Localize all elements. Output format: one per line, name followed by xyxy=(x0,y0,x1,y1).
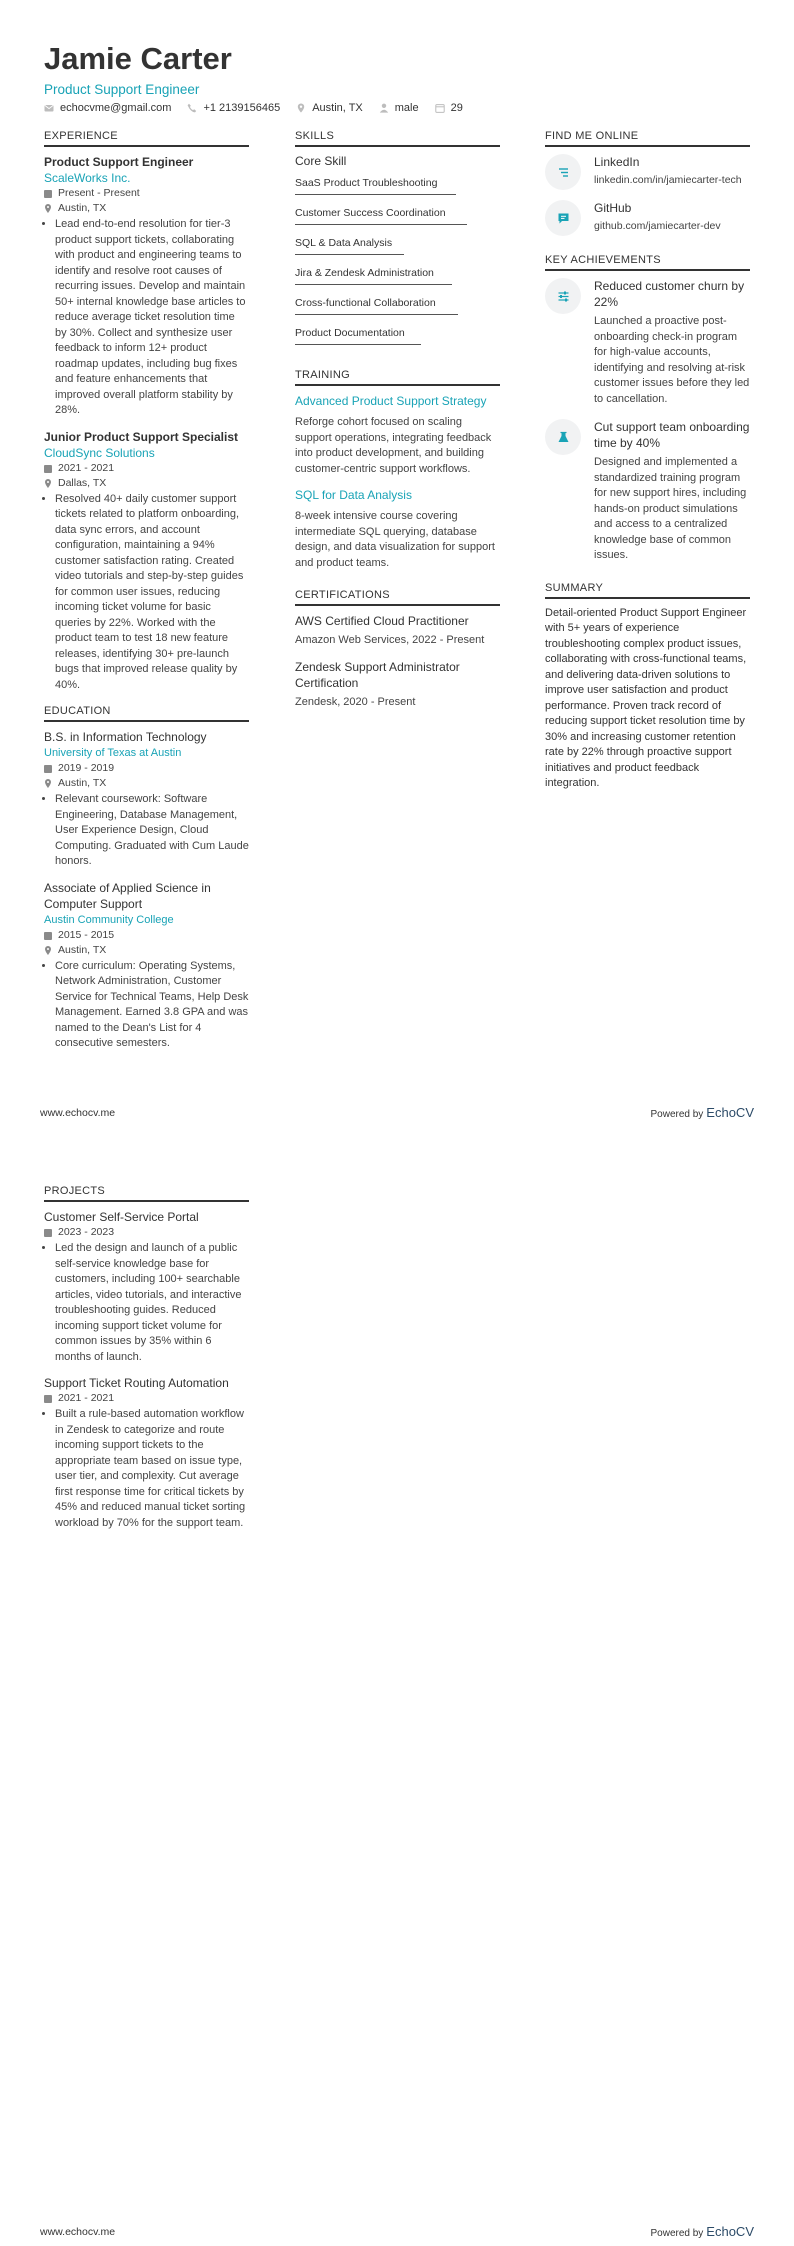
project-dates: 2021 - 2021 xyxy=(44,1391,249,1406)
location-pin-icon xyxy=(44,946,52,955)
skill-item: SQL & Data Analysis xyxy=(295,237,404,255)
training-description: Reforge cohort focused on scaling support operations, integrating feedback into product development, and building customer-centric support workflows. xyxy=(295,416,492,475)
education-dates: 2015 - 2015 xyxy=(44,928,249,943)
calendar-icon xyxy=(44,764,52,773)
job-title: Junior Product Support Specialist xyxy=(44,429,239,444)
company-name: CloudSync Solutions xyxy=(44,445,155,460)
gender-text: male xyxy=(394,102,419,114)
training-item xyxy=(295,487,500,571)
powered-by[interactable]: Powered by EchoCV xyxy=(650,2224,754,2239)
calendar-icon xyxy=(44,189,52,198)
github-icon xyxy=(557,212,570,225)
contact-location xyxy=(296,102,363,114)
skill-item: Cross-functional Collaboration xyxy=(295,297,458,315)
company-name: ScaleWorks Inc. xyxy=(44,171,131,185)
experience-item xyxy=(44,429,249,694)
education-description: • Relevant coursework: Software Engineering, Database Management, User Experience Design, Cloud Computing. Graduated with Cum Laude honors. xyxy=(55,792,249,870)
echocv-logo: EchoCV xyxy=(706,2224,754,2239)
middle-column xyxy=(295,130,500,720)
location-text: Austin, TX xyxy=(312,102,363,114)
job-location: Austin, TX xyxy=(44,201,249,216)
calendar-icon xyxy=(44,1394,52,1403)
achievement-title: Reduced customer churn by 22% xyxy=(594,279,745,309)
calendar-icon xyxy=(435,103,445,113)
achievement-item xyxy=(545,419,750,564)
contact-row xyxy=(44,102,754,114)
contact-age xyxy=(435,102,463,114)
email-text: echocvme@gmail.com xyxy=(60,102,172,114)
project-description: • Built a rule-based automation workflow in Zendesk to categorize and route incoming support tickets to the appropriate team based on issue type, user tier, and complexity. Cut average first response time for critical tickets by 45% and reduced manual ticket sorting workload by 70% for the support team. xyxy=(55,1407,249,1531)
online-url[interactable]: linkedin.com/in/jamiecarter-tech xyxy=(594,174,742,186)
resume-page-2 xyxy=(0,1123,794,2246)
certification-detail: Zendesk, 2020 - Present xyxy=(295,695,416,708)
project-description: • Led the design and launch of a public self-service knowledge base for customers, including 100+ searchable articles, video tutorials, and interactive troubleshooting guides. Reduced incoming support ticket volume for common issues by 35% within 6 months of launch. xyxy=(55,1241,249,1365)
certification-detail: Amazon Web Services, 2022 - Present xyxy=(295,634,485,646)
online-label: LinkedIn xyxy=(594,155,640,169)
projects-heading: PROJECTS xyxy=(44,1185,249,1202)
experience-heading: EXPERIENCE xyxy=(44,130,249,147)
job-location: Dallas, TX xyxy=(44,476,249,491)
school-name: University of Texas at Austin xyxy=(44,747,182,759)
education-dates: 2019 - 2019 xyxy=(44,761,249,776)
certification-name: AWS Certified Cloud Practitioner xyxy=(295,614,469,628)
training-heading: TRAINING xyxy=(295,369,500,386)
job-description: • Lead end-to-end resolution for tier-3 product support tickets, collaborating with product and engineering teams to identify and resolve root causes of recurring issues. Develop and maintain 50+ internal knowledge base articles to reduce average ticket resolution time by 30%. Collect and synthesize user feedback to inform 12+ product roadmap updates, including bug fixes and feature enhancements that improved overall platform stability by 28%. xyxy=(55,217,249,419)
education-location: Austin, TX xyxy=(44,776,249,791)
experience-item xyxy=(44,154,249,419)
contact-gender xyxy=(379,102,419,114)
training-name: Advanced Product Support Strategy xyxy=(295,394,487,408)
degree-title: B.S. in Information Technology xyxy=(44,730,207,744)
contact-phone[interactable] xyxy=(187,102,280,114)
certification-name: Zendesk Support Administrator Certification xyxy=(295,659,460,690)
right-column xyxy=(545,130,750,792)
skill-item: Customer Success Coordination xyxy=(295,207,467,225)
calendar-icon xyxy=(44,464,52,473)
achievement-title: Cut support team onboarding time by 40% xyxy=(594,420,750,450)
location-pin-icon xyxy=(44,779,52,788)
skill-group-title: Core Skill xyxy=(295,154,347,168)
project-item xyxy=(44,1375,249,1531)
job-description: • Resolved 40+ daily customer support tickets related to platform onboarding, data sync errors, and account configuration, maintaining a 94% customer satisfaction rating. Created video tutorials and step-by-step guides for common user issues, reducing incoming ticket volume for basic queries by 22%. Worked with the product team to test 18 new feature releases, identifying 30+ pre-launch bugs that improved release quality by 40%. xyxy=(55,492,249,694)
phone-icon xyxy=(187,103,197,113)
education-description: • Core curriculum: Operating Systems, Network Administration, Customer Service for Technical Teams, Help Desk Management. Earned 3.8 GPA and was named to the Dean's List for 4 consecutive semesters. xyxy=(55,959,249,1052)
project-dates: 2023 - 2023 xyxy=(44,1225,249,1240)
project-name: Customer Self-Service Portal xyxy=(44,1210,199,1224)
location-pin-icon xyxy=(44,204,52,213)
summary-heading: SUMMARY xyxy=(545,582,750,599)
resume-header xyxy=(44,42,754,114)
certification-item xyxy=(295,659,500,711)
achievements-heading: KEY ACHIEVEMENTS xyxy=(545,254,750,271)
certification-item xyxy=(295,613,500,649)
email-icon xyxy=(44,103,54,113)
candidate-name: Jamie Carter xyxy=(44,41,232,76)
achievement-description: Designed and implemented a standardized training program for new support hires, including hands-on product simulations and access to a centralized knowledge base of common issues. xyxy=(594,456,747,561)
projects-column xyxy=(44,1185,249,1541)
phone-text: +1 2139156465 xyxy=(203,102,281,114)
flask-icon xyxy=(557,431,570,444)
powered-by[interactable]: Powered by EchoCV xyxy=(650,1105,754,1120)
education-location: Austin, TX xyxy=(44,943,249,958)
online-url[interactable]: github.com/jamiecarter-dev xyxy=(594,220,721,232)
sliders-icon xyxy=(557,290,570,303)
training-item xyxy=(295,393,500,477)
job-dates: 2021 - 2021 xyxy=(44,461,249,476)
online-github[interactable] xyxy=(545,200,750,236)
project-item xyxy=(44,1209,249,1365)
school-name: Austin Community College xyxy=(44,913,174,926)
person-icon xyxy=(379,103,389,113)
education-heading: EDUCATION xyxy=(44,705,249,722)
candidate-role: Product Support Engineer xyxy=(44,82,200,97)
calendar-icon xyxy=(44,931,52,940)
echocv-logo: EchoCV xyxy=(706,1105,754,1120)
summary-text: Detail-oriented Product Support Engineer with 5+ years of experience troubleshooting complex product issues, collaborating with cross-functional teams, and delivering data-driven solutions to improve user satisfaction and product performance. Proven track record of reducing support ticket resolution time by 30% and increasing customer retention rate by 22% through proactive support initiatives and product feedback integration. xyxy=(545,606,747,789)
skill-item: SaaS Product Troubleshooting xyxy=(295,177,456,195)
skills-heading: SKILLS xyxy=(295,130,500,147)
education-item xyxy=(44,729,249,870)
online-label: GitHub xyxy=(594,201,632,215)
footer-site-link[interactable]: www.echocv.me xyxy=(40,2226,116,2238)
contact-email[interactable] xyxy=(44,102,171,114)
certifications-heading: CERTIFICATIONS xyxy=(295,589,500,606)
location-pin-icon xyxy=(44,479,52,488)
achievement-description: Launched a proactive post-onboarding check-in program for high-value accounts, identifying and resolving at-risk customer issues before they led to cancellation. xyxy=(594,315,750,405)
degree-title: Associate of Applied Science in Computer Support xyxy=(44,880,211,911)
skill-item: Jira & Zendesk Administration xyxy=(295,267,452,285)
project-name: Support Ticket Routing Automation xyxy=(44,1376,229,1390)
online-linkedin[interactable] xyxy=(545,154,750,190)
page-footer xyxy=(40,1104,754,1122)
training-description: 8-week intensive course covering intermediate SQL querying, database design, and data visualization for support and product teams. xyxy=(295,510,495,569)
online-heading: FIND ME ONLINE xyxy=(545,130,750,147)
location-pin-icon xyxy=(296,103,306,113)
skill-item: Product Documentation xyxy=(295,327,421,345)
left-column xyxy=(44,130,249,1062)
page-footer xyxy=(40,2223,754,2241)
job-dates: Present - Present xyxy=(44,186,249,201)
training-name: SQL for Data Analysis xyxy=(295,488,412,502)
calendar-icon xyxy=(44,1228,52,1237)
footer-site-link[interactable]: www.echocv.me xyxy=(40,1107,116,1119)
achievement-item xyxy=(545,278,750,407)
job-title: Product Support Engineer xyxy=(44,155,194,169)
linkedin-icon xyxy=(557,166,570,179)
education-item xyxy=(44,880,249,1052)
age-text: 29 xyxy=(450,102,463,114)
